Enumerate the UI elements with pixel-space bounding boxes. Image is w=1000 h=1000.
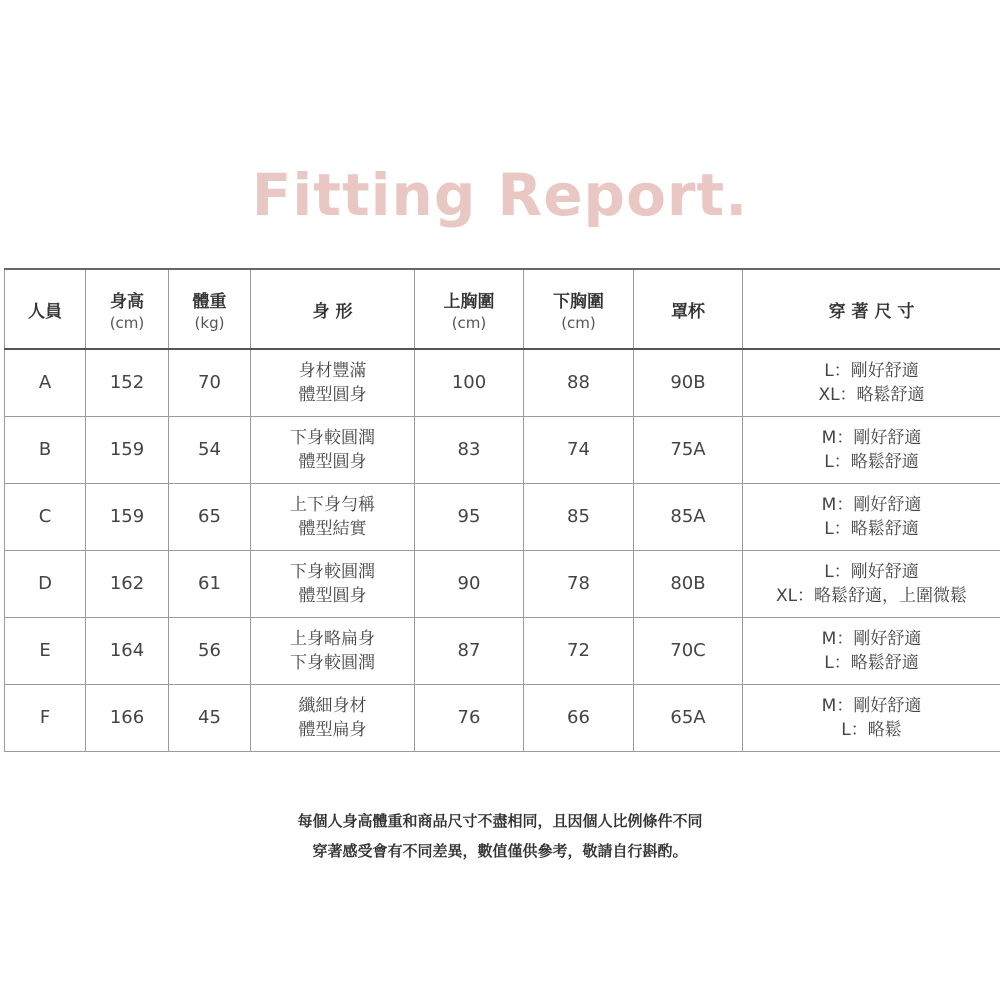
cell-height: 159 xyxy=(86,483,169,550)
cell-size: M：剛好舒適 L：略鬆舒適 xyxy=(743,416,1000,483)
header-under-chest: 下胸圍 (cm) xyxy=(524,269,634,349)
cell-weight: 56 xyxy=(169,617,251,684)
cell-under-chest: 72 xyxy=(524,617,634,684)
cell-shape: 下身較圓潤 體型圓身 xyxy=(251,416,415,483)
cell-cup: 90B xyxy=(634,349,743,416)
cell-weight: 65 xyxy=(169,483,251,550)
cell-under-chest: 74 xyxy=(524,416,634,483)
note-line: 穿著感受會有不同差異，數值僅供參考，敬請自行斟酌。 xyxy=(312,842,688,860)
cell-height: 166 xyxy=(86,684,169,751)
header-size: 穿 著 尺 寸 xyxy=(743,269,1000,349)
cell-weight: 70 xyxy=(169,349,251,416)
report-title: Fitting Report. xyxy=(251,161,749,229)
note-line: 每個人身高體重和商品尺寸不盡相同，且因個人比例條件不同 xyxy=(297,812,703,830)
header-row xyxy=(5,269,1000,349)
cell-height: 164 xyxy=(86,617,169,684)
fitting-table xyxy=(4,268,1000,752)
cell-person: D xyxy=(5,550,86,617)
header-weight: 體重 (kg) xyxy=(169,269,251,349)
cell-person: A xyxy=(5,349,86,416)
cell-person: B xyxy=(5,416,86,483)
cell-size: L：剛好舒適 XL：略鬆舒適，上圍微鬆 xyxy=(743,550,1000,617)
cell-upper-chest: 100 xyxy=(415,349,524,416)
cell-under-chest: 88 xyxy=(524,349,634,416)
cell-person: E xyxy=(5,617,86,684)
disclaimer-notes xyxy=(0,806,1000,866)
cell-cup: 85A xyxy=(634,483,743,550)
table-row xyxy=(5,684,1000,751)
cell-shape: 纖細身材 體型扁身 xyxy=(251,684,415,751)
cell-cup: 65A xyxy=(634,684,743,751)
cell-height: 159 xyxy=(86,416,169,483)
cell-weight: 61 xyxy=(169,550,251,617)
cell-under-chest: 78 xyxy=(524,550,634,617)
cell-weight: 45 xyxy=(169,684,251,751)
cell-size: L：剛好舒適 XL：略鬆舒適 xyxy=(743,349,1000,416)
cell-size: M：剛好舒適 L：略鬆舒適 xyxy=(743,617,1000,684)
cell-person: F xyxy=(5,684,86,751)
table-row xyxy=(5,483,1000,550)
cell-upper-chest: 76 xyxy=(415,684,524,751)
cell-size: M：剛好舒適 L：略鬆 xyxy=(743,684,1000,751)
header-person: 人員 xyxy=(5,269,86,349)
cell-upper-chest: 95 xyxy=(415,483,524,550)
cell-under-chest: 66 xyxy=(524,684,634,751)
cell-size: M：剛好舒適 L：略鬆舒適 xyxy=(743,483,1000,550)
table-row xyxy=(5,416,1000,483)
cell-under-chest: 85 xyxy=(524,483,634,550)
cell-upper-chest: 90 xyxy=(415,550,524,617)
header-upper-chest: 上胸圍 (cm) xyxy=(415,269,524,349)
table-row xyxy=(5,617,1000,684)
table-row xyxy=(5,349,1000,416)
cell-shape: 下身較圓潤 體型圓身 xyxy=(251,550,415,617)
header-shape: 身 形 xyxy=(251,269,415,349)
cell-person: C xyxy=(5,483,86,550)
header-cup: 罩杯 xyxy=(634,269,743,349)
cell-height: 152 xyxy=(86,349,169,416)
cell-weight: 54 xyxy=(169,416,251,483)
cell-shape: 上身略扁身 下身較圓潤 xyxy=(251,617,415,684)
table-row xyxy=(5,550,1000,617)
cell-shape: 上下身勻稱 體型結實 xyxy=(251,483,415,550)
cell-upper-chest: 87 xyxy=(415,617,524,684)
cell-cup: 80B xyxy=(634,550,743,617)
cell-cup: 75A xyxy=(634,416,743,483)
cell-height: 162 xyxy=(86,550,169,617)
cell-shape: 身材豐滿 體型圓身 xyxy=(251,349,415,416)
header-height: 身高 (cm) xyxy=(86,269,169,349)
cell-upper-chest: 83 xyxy=(415,416,524,483)
cell-cup: 70C xyxy=(634,617,743,684)
